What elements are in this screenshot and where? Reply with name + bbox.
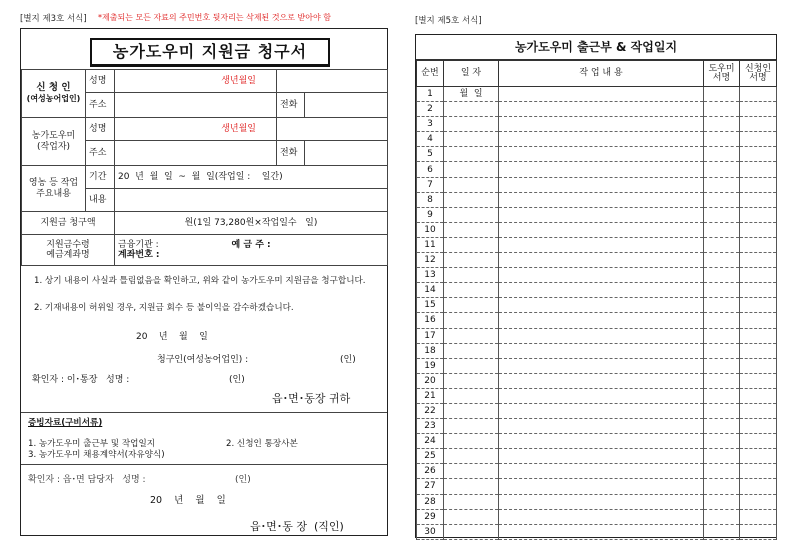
worklog-title: 농가도우미 출근부 & 작업일지 (416, 35, 776, 60)
bank-holder-label: 예 금 주 : (231, 239, 271, 250)
col-no: 순번 (417, 61, 444, 87)
officer-divider (21, 464, 387, 465)
row-content[interactable] (499, 162, 704, 177)
worklog-row (417, 87, 777, 102)
row-date[interactable] (444, 177, 499, 192)
doc-item-1: 1. 농가도우미 출근부 및 작업일지 (28, 439, 156, 449)
row-helper-sign[interactable] (704, 419, 740, 434)
row-content[interactable] (499, 268, 704, 283)
row-number: 24 (417, 434, 444, 449)
submission-notice: *제출되는 모든 자료의 주민번호 뒷자리는 삭제된 것으로 받아야 함 (98, 13, 331, 22)
row-content[interactable] (499, 388, 704, 403)
row-number: 4 (417, 132, 444, 147)
row-applicant-sign[interactable] (740, 192, 777, 207)
row-content[interactable] (499, 328, 704, 343)
row-number: 9 (417, 207, 444, 222)
worklog-row (417, 419, 777, 434)
row-applicant-sign[interactable] (740, 388, 777, 403)
row-content[interactable] (499, 464, 704, 479)
applicant-label (22, 70, 86, 118)
row-helper-sign[interactable] (704, 449, 740, 464)
row-date[interactable] (444, 524, 499, 539)
row-number: 16 (417, 313, 444, 328)
row-applicant-sign[interactable] (740, 373, 777, 388)
row-date[interactable] (444, 162, 499, 177)
work-label-line1: 영농 등 작업 (28, 178, 79, 189)
row-date[interactable] (444, 283, 499, 298)
row-number: 18 (417, 343, 444, 358)
row-helper-sign[interactable] (704, 524, 740, 539)
helper-birth-label: 생년월일 (221, 123, 256, 134)
row-applicant-sign[interactable] (740, 102, 777, 117)
claimant-line: 청구인(여성농어업인) : (157, 355, 249, 365)
row-content[interactable] (499, 222, 704, 237)
row-number: 23 (417, 419, 444, 434)
row-helper-sign[interactable] (704, 117, 740, 132)
row-number: 19 (417, 358, 444, 373)
row-applicant-sign[interactable] (740, 403, 777, 418)
row-helper-sign[interactable] (704, 222, 740, 237)
bank-institution-label: 금융기관 : (118, 239, 159, 250)
worklog-row (417, 388, 777, 403)
row-content[interactable] (499, 419, 704, 434)
row-date[interactable] (444, 253, 499, 268)
bank-account-label (22, 235, 115, 266)
row-date[interactable] (444, 494, 499, 509)
row-applicant-sign[interactable] (740, 328, 777, 343)
work-content-field[interactable] (115, 189, 388, 212)
row-date[interactable] (444, 419, 499, 434)
officer-seal: (인) (235, 475, 251, 485)
worklog-row (417, 298, 777, 313)
officer-line: 확인자 : 읍･면 담당자 성명 : (28, 475, 146, 485)
applicant-label-line2: (여성농어업인) (26, 94, 81, 104)
row-applicant-sign[interactable] (740, 207, 777, 222)
worklog-row (417, 373, 777, 388)
row-date[interactable] (444, 373, 499, 388)
claimant-seal: (인) (340, 355, 356, 365)
row-date[interactable] (444, 132, 499, 147)
applicant-address-field[interactable] (115, 93, 277, 118)
row-content[interactable] (499, 313, 704, 328)
helper-birth-field[interactable] (277, 118, 388, 141)
helper-name-label: 성명 (86, 118, 115, 141)
row-content[interactable] (499, 434, 704, 449)
worklog-row (417, 283, 777, 298)
row-date[interactable] (444, 343, 499, 358)
row-number: 14 (417, 283, 444, 298)
worklog-row (417, 358, 777, 373)
helper-name-field[interactable] (115, 118, 277, 141)
row-date[interactable] (444, 388, 499, 403)
row-helper-sign[interactable] (704, 268, 740, 283)
worklog-row (417, 102, 777, 117)
row-number: 13 (417, 268, 444, 283)
docs-title: 증빙자료(구비서류) (28, 418, 103, 428)
doc-item-3: 3. 농가도우미 채용계약서(자유양식) (28, 450, 165, 460)
col-helper-sign (704, 61, 740, 87)
row-date[interactable] (444, 313, 499, 328)
bank-account-number-label: 계좌번호 : (118, 250, 160, 260)
row-number: 8 (417, 192, 444, 207)
row-date[interactable] (444, 207, 499, 222)
row-content[interactable] (499, 403, 704, 418)
worklog-row (417, 253, 777, 268)
row-date[interactable] (444, 268, 499, 283)
row-applicant-sign[interactable] (740, 177, 777, 192)
row-applicant-sign[interactable] (740, 494, 777, 509)
row-applicant-sign[interactable] (740, 449, 777, 464)
row-date[interactable] (444, 117, 499, 132)
officer-sign: 읍･면･동 장 (직인) (250, 520, 344, 533)
worklog-row (417, 313, 777, 328)
row-applicant-sign[interactable] (740, 117, 777, 132)
worklog-row (417, 449, 777, 464)
row-number: 10 (417, 222, 444, 237)
row-content[interactable] (499, 192, 704, 207)
row-date[interactable] (444, 222, 499, 237)
row-date[interactable] (444, 102, 499, 117)
row-date[interactable] (444, 449, 499, 464)
row-number: 12 (417, 253, 444, 268)
row-helper-sign[interactable] (704, 373, 740, 388)
row-content[interactable] (499, 177, 704, 192)
row-applicant-sign[interactable] (740, 147, 777, 162)
worklog-row (417, 343, 777, 358)
row-number: 20 (417, 373, 444, 388)
work-period-field[interactable]: 20 년 월 일 ~ 월 일(작업일 : 일간) (115, 166, 388, 189)
row-number: 15 (417, 298, 444, 313)
row-date[interactable] (444, 237, 499, 252)
row-number: 2 (417, 102, 444, 117)
worklog-row (417, 434, 777, 449)
row-number: 17 (417, 328, 444, 343)
claim-form-table (21, 69, 388, 266)
claim-amount-field[interactable]: 원(1일 73,280원×작업일수 일) (115, 212, 388, 235)
worklog-row (417, 509, 777, 524)
worklog-body (417, 87, 777, 540)
row-content[interactable] (499, 283, 704, 298)
row-helper-sign[interactable] (704, 87, 740, 102)
row-helper-sign[interactable] (704, 298, 740, 313)
doc-item-2: 2. 신청인 통장사본 (226, 439, 298, 449)
row-applicant-sign[interactable] (740, 237, 777, 252)
row-content[interactable] (499, 524, 704, 539)
worklog-row (417, 237, 777, 252)
row-number: 21 (417, 388, 444, 403)
row-number: 1 (417, 87, 444, 102)
row-applicant-sign[interactable] (740, 283, 777, 298)
worklog-row (417, 268, 777, 283)
row-date[interactable] (444, 147, 499, 162)
row-content[interactable] (499, 358, 704, 373)
col-helper-sign-line2: 서명 (712, 72, 731, 83)
row-helper-sign[interactable] (704, 343, 740, 358)
row-content[interactable] (499, 132, 704, 147)
row-applicant-sign[interactable] (740, 343, 777, 358)
worklog-row (417, 464, 777, 479)
row-number: 6 (417, 162, 444, 177)
worklog-row (417, 162, 777, 177)
row-helper-sign[interactable] (704, 494, 740, 509)
helper-phone-label: 전화 (277, 141, 305, 166)
row-helper-sign[interactable] (704, 102, 740, 117)
row-helper-sign[interactable] (704, 177, 740, 192)
row-content[interactable] (499, 479, 704, 494)
row-number: 29 (417, 509, 444, 524)
confirmer-line: 확인자 : 이･통장 성명 : (32, 375, 130, 385)
row-helper-sign[interactable] (704, 253, 740, 268)
helper-phone-field[interactable] (305, 141, 388, 166)
row-content[interactable] (499, 147, 704, 162)
row-applicant-sign[interactable] (740, 313, 777, 328)
row-content[interactable] (499, 298, 704, 313)
officer-date: 20 년 월 일 (150, 495, 226, 506)
row-content[interactable] (499, 102, 704, 117)
row-applicant-sign[interactable] (740, 358, 777, 373)
row-helper-sign[interactable] (704, 479, 740, 494)
worklog-row (417, 117, 777, 132)
helper-label (22, 118, 86, 166)
worklog-row (417, 479, 777, 494)
applicant-birth-label: 생년월일 (221, 75, 256, 86)
row-content[interactable] (499, 373, 704, 388)
row-helper-sign[interactable] (704, 403, 740, 418)
applicant-name-label: 성명 (86, 70, 115, 93)
row-applicant-sign[interactable] (740, 253, 777, 268)
col-content: 작 업 내 용 (499, 61, 704, 87)
applicant-birth-field[interactable] (277, 70, 388, 93)
row-number: 3 (417, 117, 444, 132)
row-date[interactable] (444, 464, 499, 479)
row-number: 28 (417, 494, 444, 509)
row-applicant-sign[interactable] (740, 524, 777, 539)
work-content-label: 내용 (86, 189, 115, 212)
helper-address-field[interactable] (115, 141, 277, 166)
row-helper-sign[interactable] (704, 509, 740, 524)
row-helper-sign[interactable] (704, 207, 740, 222)
col-applicant-sign-line2: 서명 (749, 72, 767, 83)
row-applicant-sign[interactable] (740, 222, 777, 237)
row-number: 5 (417, 147, 444, 162)
worklog-row (417, 222, 777, 237)
row-helper-sign[interactable] (704, 388, 740, 403)
left-form-label: [별지 제3호 서식] (20, 14, 87, 24)
row-applicant-sign[interactable] (740, 434, 777, 449)
docs-divider (21, 412, 387, 413)
row-applicant-sign[interactable] (740, 162, 777, 177)
row-date[interactable] (444, 479, 499, 494)
worklog-row (417, 403, 777, 418)
recipient-line: 읍･면･동장 귀하 (272, 392, 351, 405)
row-content[interactable] (499, 237, 704, 252)
bank-label-line1: 지원금수령 (46, 239, 90, 250)
claim-date: 20 년 월 일 (136, 332, 208, 342)
applicant-address-label: 주소 (86, 93, 115, 118)
row-applicant-sign[interactable] (740, 268, 777, 283)
row-number: 25 (417, 449, 444, 464)
statement-1: 1. 상기 내용이 사실과 틀림없음을 확인하고, 위와 같이 농가도우미 지원금을 청구합니다. (34, 276, 366, 286)
row-helper-sign[interactable] (704, 147, 740, 162)
col-applicant-sign-line1: 신청인 (744, 63, 772, 74)
row-helper-sign[interactable] (704, 283, 740, 298)
row-helper-sign[interactable] (704, 358, 740, 373)
claim-amount-label: 지원금 청구액 (22, 212, 115, 235)
row-date[interactable] (444, 509, 499, 524)
row-content[interactable] (499, 509, 704, 524)
row-number: 30 (417, 524, 444, 539)
row-helper-sign[interactable] (704, 237, 740, 252)
row-content[interactable] (499, 449, 704, 464)
row-date[interactable] (444, 358, 499, 373)
row-date[interactable] (444, 403, 499, 418)
col-helper-sign-line1: 도우미 (708, 63, 735, 74)
work-label (22, 166, 86, 212)
row-helper-sign[interactable] (704, 192, 740, 207)
applicant-label-line1: 신 청 인 (36, 82, 71, 94)
row-date[interactable] (444, 298, 499, 313)
row-date[interactable]: 월 일 (444, 87, 499, 102)
right-form-label: [별지 제5호 서식] (415, 16, 482, 26)
row-applicant-sign[interactable] (740, 132, 777, 147)
row-date[interactable] (444, 192, 499, 207)
bank-account-field[interactable] (115, 235, 388, 266)
row-applicant-sign[interactable] (740, 479, 777, 494)
row-helper-sign[interactable] (704, 464, 740, 479)
helper-address-label: 주소 (86, 141, 115, 166)
confirmer-seal: (인) (229, 375, 245, 385)
worklog-row (417, 207, 777, 222)
work-label-line2: 주요내용 (36, 188, 71, 199)
worklog-row (417, 147, 777, 162)
row-number: 22 (417, 403, 444, 418)
col-applicant-sign (740, 61, 777, 87)
statement-2: 2. 기재내용이 허위일 경우, 지원금 회수 등 불이익을 감수하겠습니다. (34, 303, 294, 313)
row-number: 7 (417, 177, 444, 192)
row-date[interactable] (444, 328, 499, 343)
row-number: 11 (417, 237, 444, 252)
row-number: 26 (417, 464, 444, 479)
row-applicant-sign[interactable] (740, 298, 777, 313)
worklog-row (417, 132, 777, 147)
row-applicant-sign[interactable] (740, 464, 777, 479)
row-helper-sign[interactable] (704, 313, 740, 328)
row-number: 27 (417, 479, 444, 494)
col-date: 일 자 (444, 61, 499, 87)
helper-label-line2: (작업자) (36, 141, 71, 152)
row-date[interactable] (444, 434, 499, 449)
helper-label-line1: 농가도우미 (31, 131, 76, 142)
work-period-label: 기간 (86, 166, 115, 189)
worklog-row (417, 328, 777, 343)
bank-label-line2: 예금계좌명 (46, 250, 90, 260)
row-content[interactable] (499, 207, 704, 222)
applicant-name-field[interactable] (115, 70, 277, 93)
row-helper-sign[interactable] (704, 434, 740, 449)
applicant-phone-field[interactable] (305, 93, 388, 118)
row-helper-sign[interactable] (704, 132, 740, 147)
row-applicant-sign[interactable] (740, 419, 777, 434)
applicant-phone-label: 전화 (277, 93, 305, 118)
row-content[interactable] (499, 87, 704, 102)
row-content[interactable] (499, 343, 704, 358)
row-content[interactable] (499, 253, 704, 268)
worklog-row (417, 524, 777, 539)
row-content[interactable] (499, 117, 704, 132)
row-applicant-sign[interactable] (740, 509, 777, 524)
worklog-table (416, 60, 777, 540)
row-helper-sign[interactable] (704, 162, 740, 177)
row-applicant-sign[interactable] (740, 87, 777, 102)
worklog-row (417, 192, 777, 207)
claim-form-title: 농가도우미 지원금 청구서 (90, 38, 330, 67)
row-content[interactable] (499, 494, 704, 509)
worklog-row (417, 494, 777, 509)
row-helper-sign[interactable] (704, 328, 740, 343)
worklog-row (417, 177, 777, 192)
